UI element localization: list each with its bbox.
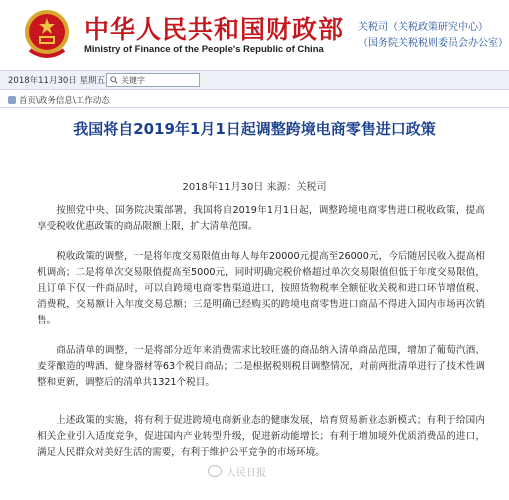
- article-paragraph: 按照党中央、国务院决策部署，我国将自2019年1月1日起，调整跨境电商零售进口税收政策，提高享受税收优惠政策的商品限额上限，扩大清单范围。: [37, 205, 485, 232]
- current-date: 2018年11月30日 星期五: [8, 76, 105, 86]
- breadcrumb: [8, 94, 110, 106]
- article-paragraph: 上述政策的实施，将有利于促进跨境电商新业态的健康发展，培育贸易新业态新模式；有利于给国内相关企业引入适度竞争，促进国内产业转型升级，促进新动能增长；有利于增加境外优质消费品的进口，满足人民群众对美好生活的需要，有利于维护公平竞争的市场环境。: [37, 415, 485, 458]
- top-bar: [0, 70, 509, 90]
- weibo-logo-icon: [208, 465, 222, 477]
- search-input[interactable]: [121, 74, 197, 86]
- site-title[interactable]: 中华人民共和国财政部: [84, 15, 345, 44]
- article-paragraph: 商品清单的调整，一是将部分近年来消费需求比较旺盛的商品纳入清单商品范围，增加了葡萄汽酒、麦芽酿造的啤酒、健身器材等63个税目商品；二是根据税则税目调整情况，对前两批清单进行了技术性调整和更新，调整后的清单共1321个税目。: [37, 345, 485, 388]
- search-icon[interactable]: [110, 76, 118, 84]
- home-icon: [8, 96, 16, 104]
- breadcrumb-text[interactable]: 首页\政务信息\工作动态: [19, 96, 110, 106]
- article-title: 我国将自2019年1月1日起调整跨境电商零售进口政策: [73, 120, 436, 138]
- watermark-text: 人民日报: [226, 468, 266, 479]
- department-name[interactable]: 关税司（关税政策研究中心）: [358, 22, 488, 33]
- site-title-english: Ministry of Finance of the People's Republic of China: [84, 44, 324, 55]
- watermark: [208, 464, 266, 479]
- divider: [0, 107, 509, 108]
- national-emblem-icon[interactable]: [22, 6, 72, 62]
- article-paragraph: 税收政策的调整，一是将年度交易限值由每人每年20000元提高至26000元，今后随居民收入提高相机调高；二是将单次交易限值提高至5000元，同时明确完税价格超过单次交易限值但低于年度交易限值，且订单下仅一件商品时，可以自跨境电商零售渠道进口，按照货物税率全额征收关税和进口环节增值税、消费税，交易额计入年度交易总额；三是明确已经购买的跨境电商零售进口商品不得进入国内市场再次销售。: [37, 251, 485, 326]
- article-meta: 2018年11月30日 来源：关税司: [182, 182, 327, 193]
- site-header: [0, 0, 509, 66]
- department-subtitle[interactable]: （国务院关税税则委员会办公室）: [358, 38, 508, 49]
- search-box[interactable]: [106, 73, 200, 87]
